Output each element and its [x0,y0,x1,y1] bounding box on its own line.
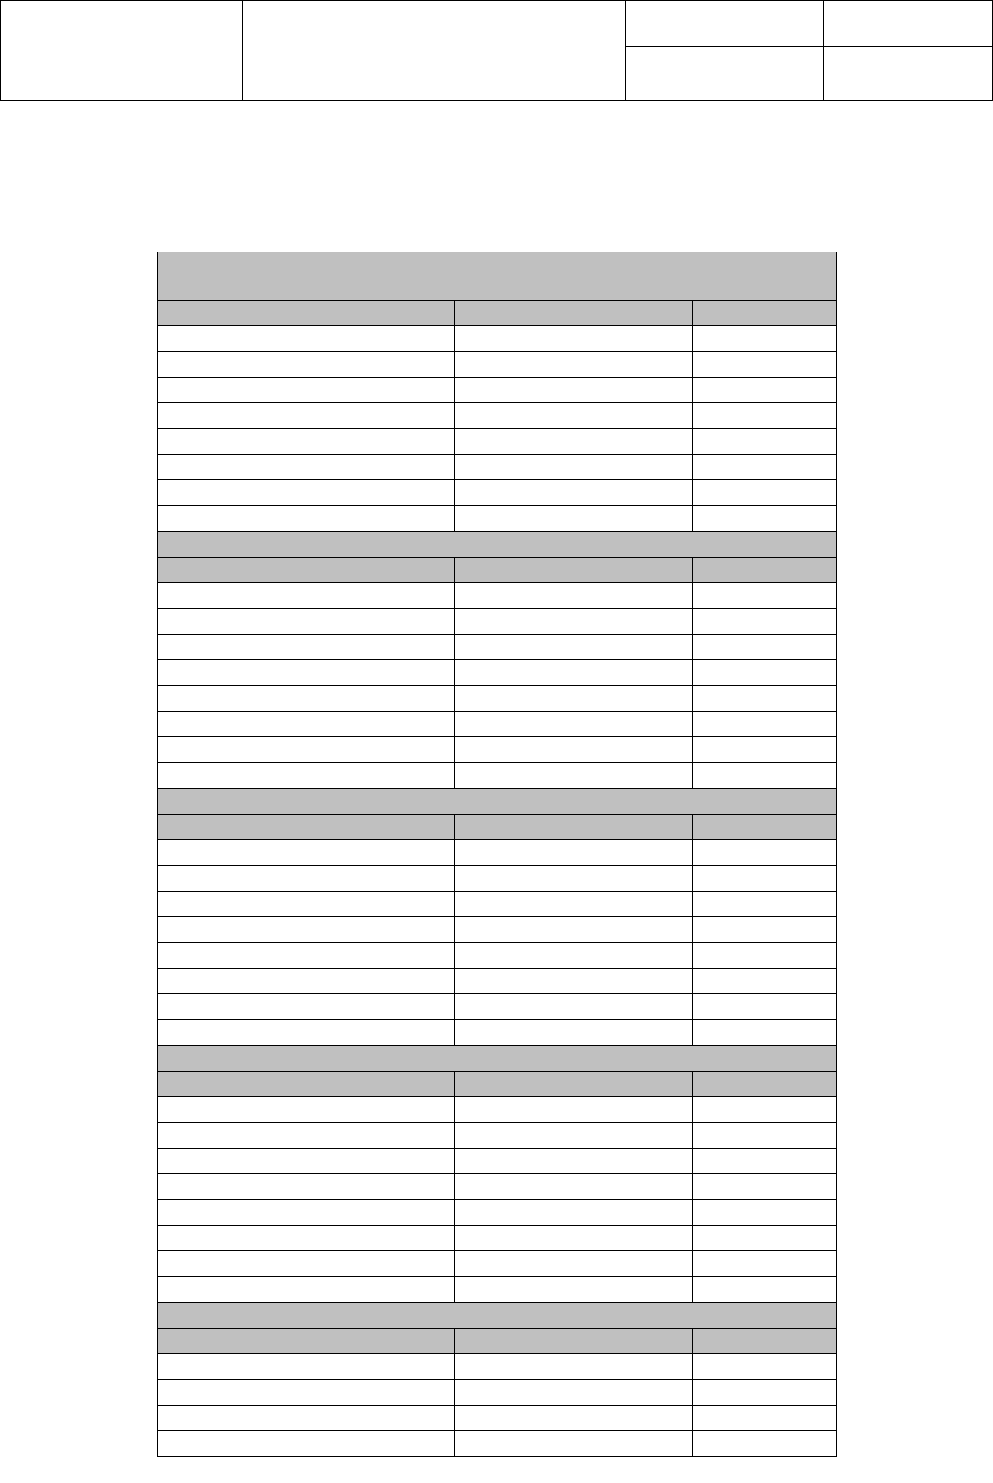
section-heading [158,1045,837,1071]
table-cell [455,634,693,659]
table-cell [158,1225,455,1250]
table-cell [158,865,455,891]
table-cell [158,1199,455,1225]
table-row [158,1122,837,1148]
table-cell [158,1353,455,1379]
table-row [158,505,837,531]
table-row [158,377,837,402]
table-cell [455,1122,693,1148]
table-cell [158,711,455,736]
table-row [158,968,837,993]
table-row [158,942,837,968]
column-header-row [158,557,837,582]
section-heading-row [158,1302,837,1328]
table-title [158,252,837,300]
main-table [157,252,837,1457]
table-cell [455,402,693,428]
header-title-cell [242,0,626,101]
table-cell [693,891,837,916]
table-row [158,993,837,1019]
table-cell [693,942,837,968]
column-header [455,814,693,839]
table-title-row [158,252,837,300]
table-cell [455,916,693,942]
table-cell [455,1225,693,1250]
table-cell [693,479,837,505]
table-row [158,428,837,454]
table-cell [455,762,693,788]
table-cell [158,428,455,454]
table-cell [693,1199,837,1225]
table-cell [693,993,837,1019]
table-row [158,685,837,711]
table-cell [693,428,837,454]
table-cell [455,1148,693,1173]
header-meta-value-2 [823,46,993,101]
table-cell [158,1122,455,1148]
table-cell [455,1199,693,1225]
header-meta-label-1 [625,0,824,47]
table-cell [158,402,455,428]
section-heading [158,1302,837,1328]
table-cell [693,736,837,762]
table-cell [693,1173,837,1199]
table-cell [693,634,837,659]
table-row [158,608,837,634]
table-row [158,1225,837,1250]
column-header [693,557,837,582]
table-cell [455,479,693,505]
table-cell [455,428,693,454]
table-cell [455,608,693,634]
table-cell [693,325,837,351]
table-row [158,1379,837,1405]
table-row [158,1430,837,1456]
table-cell [455,1405,693,1430]
table-cell [158,1173,455,1199]
table-cell [158,1148,455,1173]
table-row [158,1096,837,1122]
table-cell [455,582,693,608]
table-cell [455,1379,693,1405]
main-table-container [157,252,836,1457]
table-row [158,1173,837,1199]
header-meta-label-2 [625,46,824,101]
table-cell [158,1430,455,1456]
table-cell [158,942,455,968]
table-cell [455,865,693,891]
header-meta-value-1 [823,0,993,47]
table-cell [693,839,837,865]
table-cell [158,582,455,608]
table-cell [158,1405,455,1430]
table-row [158,454,837,479]
table-cell [693,608,837,634]
table-row [158,1405,837,1430]
table-cell [158,736,455,762]
table-cell [693,762,837,788]
table-cell [455,1250,693,1276]
table-cell [693,402,837,428]
table-cell [693,1276,837,1302]
section-heading-row [158,1045,837,1071]
table-cell [455,993,693,1019]
table-cell [455,659,693,685]
table-cell [693,685,837,711]
table-cell [158,916,455,942]
table-row [158,351,837,377]
table-row [158,325,837,351]
table-row [158,1353,837,1379]
section-heading [158,531,837,557]
table-cell [455,325,693,351]
table-row [158,916,837,942]
table-cell [158,762,455,788]
table-cell [455,1019,693,1045]
table-cell [158,993,455,1019]
table-cell [693,865,837,891]
table-cell [455,968,693,993]
table-cell [693,505,837,531]
table-cell [158,377,455,402]
table-cell [158,505,455,531]
column-header [158,1071,455,1096]
table-cell [158,634,455,659]
table-cell [693,916,837,942]
column-header [455,557,693,582]
table-cell [455,1276,693,1302]
column-header [158,1328,455,1353]
column-header [455,1071,693,1096]
column-header [693,300,837,325]
table-cell [693,1405,837,1430]
column-header [158,814,455,839]
table-cell [693,1019,837,1045]
table-cell [455,685,693,711]
table-row [158,711,837,736]
table-cell [693,711,837,736]
table-cell [158,454,455,479]
section-heading-row [158,788,837,814]
table-cell [158,659,455,685]
table-cell [158,839,455,865]
section-heading [158,788,837,814]
table-row [158,1019,837,1045]
table-row [158,865,837,891]
column-header [455,1328,693,1353]
table-row [158,582,837,608]
column-header [693,1328,837,1353]
table-cell [158,968,455,993]
table-cell [455,377,693,402]
column-header-row [158,300,837,325]
table-cell [693,659,837,685]
column-header [158,300,455,325]
table-cell [158,1096,455,1122]
table-cell [455,1430,693,1456]
table-row [158,1199,837,1225]
table-cell [158,1019,455,1045]
table-cell [158,325,455,351]
table-row [158,762,837,788]
table-cell [693,1096,837,1122]
table-cell [455,736,693,762]
table-cell [693,1148,837,1173]
table-cell [455,351,693,377]
table-row [158,634,837,659]
column-header [455,300,693,325]
table-cell [158,1276,455,1302]
table-cell [455,1096,693,1122]
table-cell [455,1173,693,1199]
section-heading-row [158,531,837,557]
table-cell [158,891,455,916]
table-row [158,891,837,916]
table-cell [693,582,837,608]
table-cell [455,711,693,736]
table-cell [693,351,837,377]
table-cell [693,1122,837,1148]
table-row [158,736,837,762]
table-cell [693,1430,837,1456]
table-row [158,659,837,685]
table-cell [455,891,693,916]
document-header [0,0,993,101]
table-row [158,1148,837,1173]
table-row [158,402,837,428]
column-header [693,1071,837,1096]
header-logo-cell [0,0,243,101]
column-header-row [158,1071,837,1096]
table-row [158,839,837,865]
column-header [693,814,837,839]
table-cell [693,968,837,993]
table-row [158,1276,837,1302]
table-cell [455,942,693,968]
table-cell [158,685,455,711]
table-cell [693,1379,837,1405]
table-cell [455,1353,693,1379]
column-header-row [158,1328,837,1353]
table-cell [158,479,455,505]
table-cell [158,1250,455,1276]
table-cell [158,1379,455,1405]
table-row [158,1250,837,1276]
table-cell [455,505,693,531]
table-cell [693,454,837,479]
table-row [158,479,837,505]
column-header-row [158,814,837,839]
table-cell [158,608,455,634]
column-header [158,557,455,582]
table-cell [158,351,455,377]
table-cell [693,1353,837,1379]
table-cell [693,377,837,402]
table-cell [455,839,693,865]
table-cell [693,1250,837,1276]
table-cell [455,454,693,479]
table-cell [693,1225,837,1250]
